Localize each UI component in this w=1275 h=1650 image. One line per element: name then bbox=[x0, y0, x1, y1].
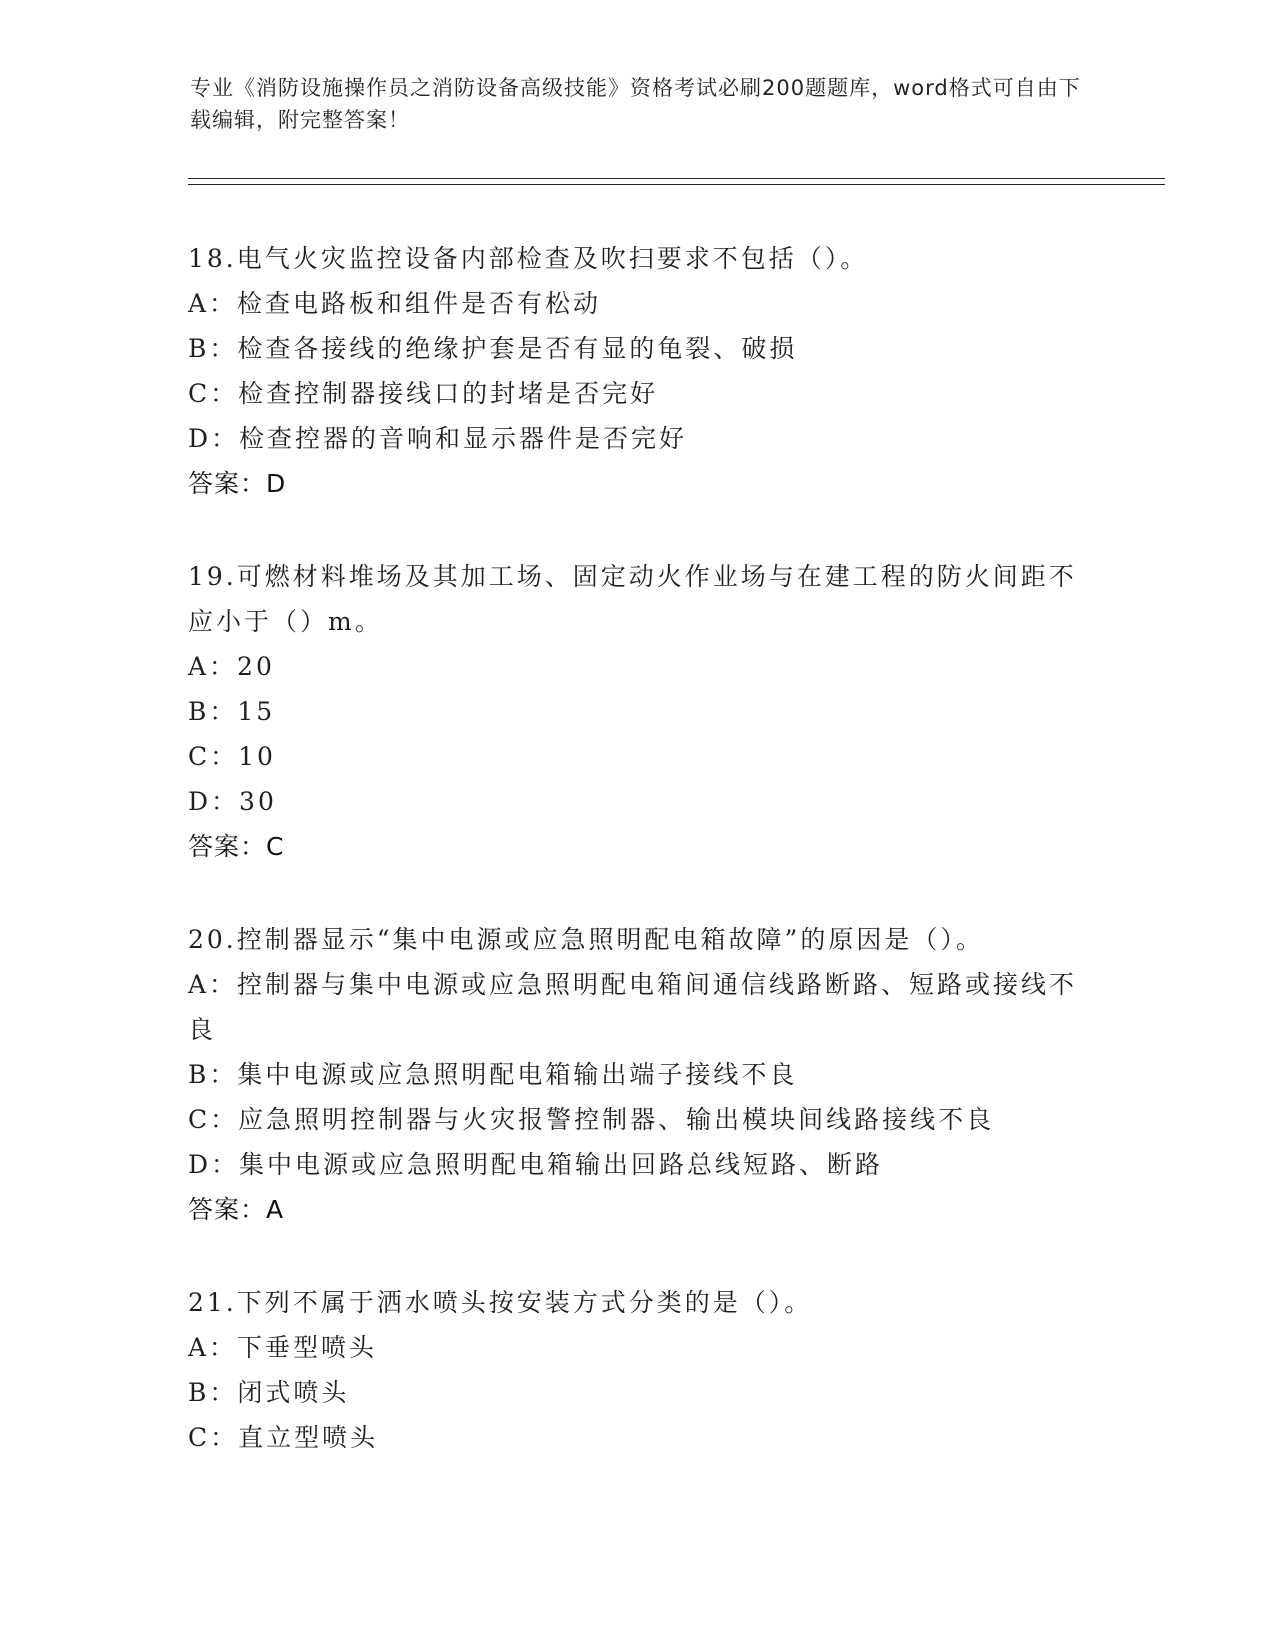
option-b: B：15 bbox=[188, 697, 276, 726]
option-a: A：控制器与集中电源或应急照明配电箱间通信线路断路、短路或接线不良 bbox=[188, 970, 1078, 1044]
option-b: B：闭式喷头 bbox=[188, 1378, 350, 1407]
question-20 bbox=[188, 917, 1088, 1232]
option-c: C：检查控制器接线口的封堵是否完好 bbox=[188, 379, 659, 408]
question-stem: 19.可燃材料堆场及其加工场、固定动火作业场与在建工程的防火间距不应小于（）m。 bbox=[188, 562, 1077, 636]
question-stem: 20.控制器显示“集中电源或应急照明配电箱故障”的原因是（）。 bbox=[188, 925, 984, 954]
header-divider-top bbox=[188, 178, 1165, 179]
option-d: D：检查控器的音响和显示器件是否完好 bbox=[188, 424, 688, 453]
question-stem: 18.电气火灾监控设备内部检查及吹扫要求不包括（）。 bbox=[188, 244, 869, 273]
question-21 bbox=[188, 1280, 1088, 1460]
answer-label: 答案：A bbox=[188, 1195, 285, 1224]
answer-label: 答案：D bbox=[188, 469, 287, 498]
option-d: D：集中电源或应急照明配电箱输出回路总线短路、断路 bbox=[188, 1150, 884, 1179]
option-c: C：10 bbox=[188, 742, 276, 771]
document-header: 专业《消防设施操作员之消防设备高级技能》资格考试必刷200题题库，word格式可自由下载编辑，附完整答案！ bbox=[190, 76, 1081, 132]
question-stem: 21.下列不属于洒水喷头按安装方式分类的是（）。 bbox=[188, 1288, 813, 1317]
question-19 bbox=[188, 554, 1088, 869]
question-list bbox=[188, 236, 1088, 1508]
option-a: A：20 bbox=[188, 652, 275, 681]
option-b: B：集中电源或应急照明配电箱输出端子接线不良 bbox=[188, 1060, 798, 1089]
option-c: C：直立型喷头 bbox=[188, 1423, 379, 1452]
question-18 bbox=[188, 236, 1088, 506]
option-a: A：检查电路板和组件是否有松动 bbox=[188, 289, 602, 318]
option-c: C：应急照明控制器与火灾报警控制器、输出模块间线路接线不良 bbox=[188, 1105, 995, 1134]
option-a: A：下垂型喷头 bbox=[188, 1333, 378, 1362]
option-b: B：检查各接线的绝缘护套是否有显的龟裂、破损 bbox=[188, 334, 798, 363]
header-divider-bottom bbox=[188, 184, 1165, 185]
answer-label: 答案：C bbox=[188, 832, 285, 861]
option-d: D：30 bbox=[188, 787, 277, 816]
